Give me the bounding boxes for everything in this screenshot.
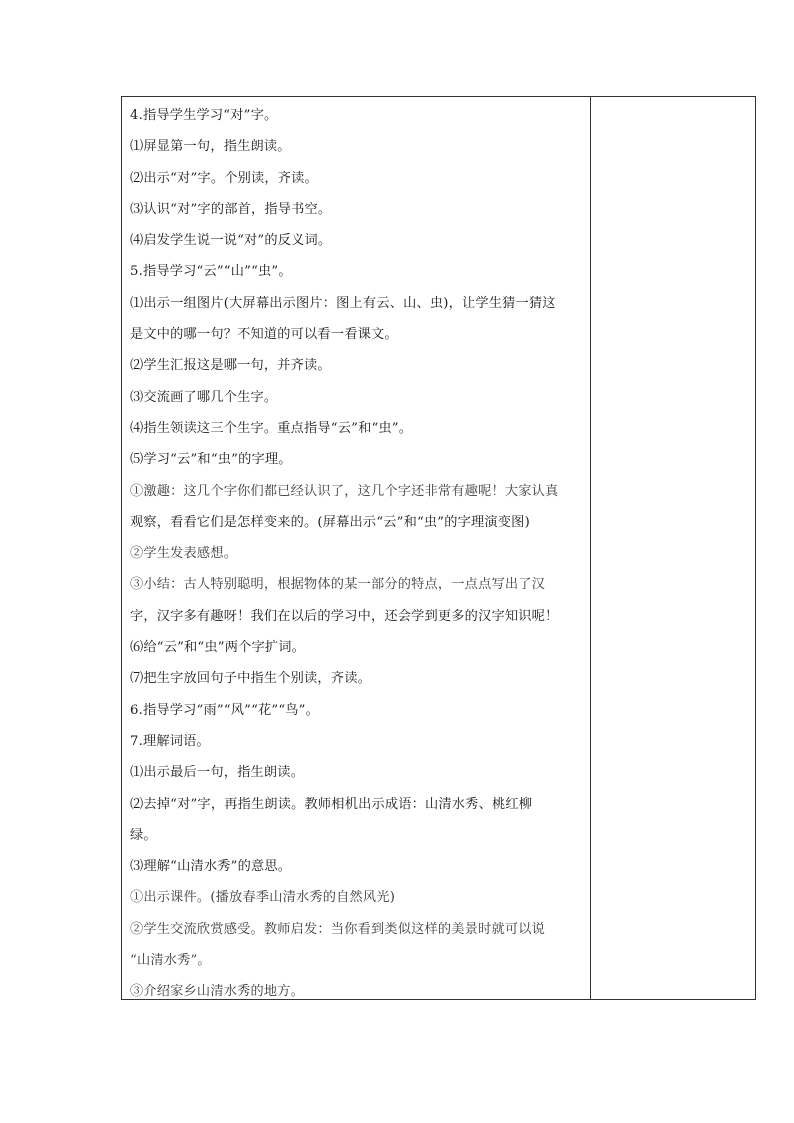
text-line: ⑴出示一组图片(大屏幕出示图片：图上有云、山、虫)，让学生猜一猜这: [130, 295, 556, 311]
text-line: 字，汉字多有趣呀！我们在以后的学习中，还会学到更多的汉字知识呢！: [130, 608, 559, 624]
text-line: 观察，看看它们是怎样变来的。(屏幕出示“云”和“虫”的字理演变图): [130, 514, 530, 530]
text-line: ⑷指生领读这三个生字。重点指导“云”和“虫”。: [130, 420, 413, 436]
text-line: ⑵学生汇报这是哪一句，并齐读。: [130, 358, 331, 374]
text-line: ⑶理解“山清水秀”的意思。: [130, 859, 292, 875]
text-line: ⑸学习“云”和“虫”的字理。: [130, 452, 292, 468]
text-line: 绿。: [130, 827, 157, 843]
text-line: 7.理解词语。: [130, 733, 210, 749]
text-line: ⑶认识“对”字的部首，指导书空。: [130, 201, 332, 217]
text-line: ⑵去掉“对”字，再指生朗读。教师相机出示成语：山清水秀、桃红柳: [130, 796, 533, 812]
text-line: 4.指导学生学习“对”字。: [130, 108, 278, 123]
text-line: 6.指导学习“雨”“风”“花”“鸟”。: [130, 702, 320, 718]
notes-cell: [591, 97, 755, 999]
text-line: ⑷启发学生说一说“对”的反义词。: [130, 233, 332, 249]
text-line: ③介绍家乡山清水秀的地方。: [130, 984, 305, 1000]
text-line: ②学生发表感想。: [130, 546, 238, 562]
text-line: ③小结：古人特别聪明，根据物体的某一部分的特点，一点点写出了汉: [130, 577, 546, 593]
text-line: ⑴屏显第一句，指生朗读。: [130, 139, 291, 155]
text-line: ⑵出示“对”字。个别读，齐读。: [130, 170, 318, 186]
lesson-plan-table: [121, 96, 756, 1000]
text-line: ①出示课件。(播放春季山清水秀的自然风光): [130, 890, 396, 906]
text-line: ①激趣：这几个字你们都已经认识了，这几个字还非常有趣呢！大家认真: [130, 483, 559, 499]
text-line: 5.指导学习“云”“山”“虫”。: [130, 264, 292, 280]
text-line: “山清水秀”。: [130, 953, 211, 969]
teaching-process-cell: [130, 97, 582, 1008]
text-line: ⑺把生字放回句子中指生个别读，齐读。: [130, 671, 371, 687]
text-line: ⑹给“云”和“虫”两个字扩词。: [130, 640, 306, 656]
text-line: ⑴出示最后一句，指生朗读。: [130, 765, 305, 781]
text-line: 是文中的哪一句？不知道的可以看一看课文。: [130, 327, 398, 343]
text-line: ②学生交流欣赏感受。教师启发：当你看到类似这样的美景时就可以说: [130, 921, 546, 937]
text-line: ⑶交流画了哪几个生字。: [130, 389, 278, 405]
